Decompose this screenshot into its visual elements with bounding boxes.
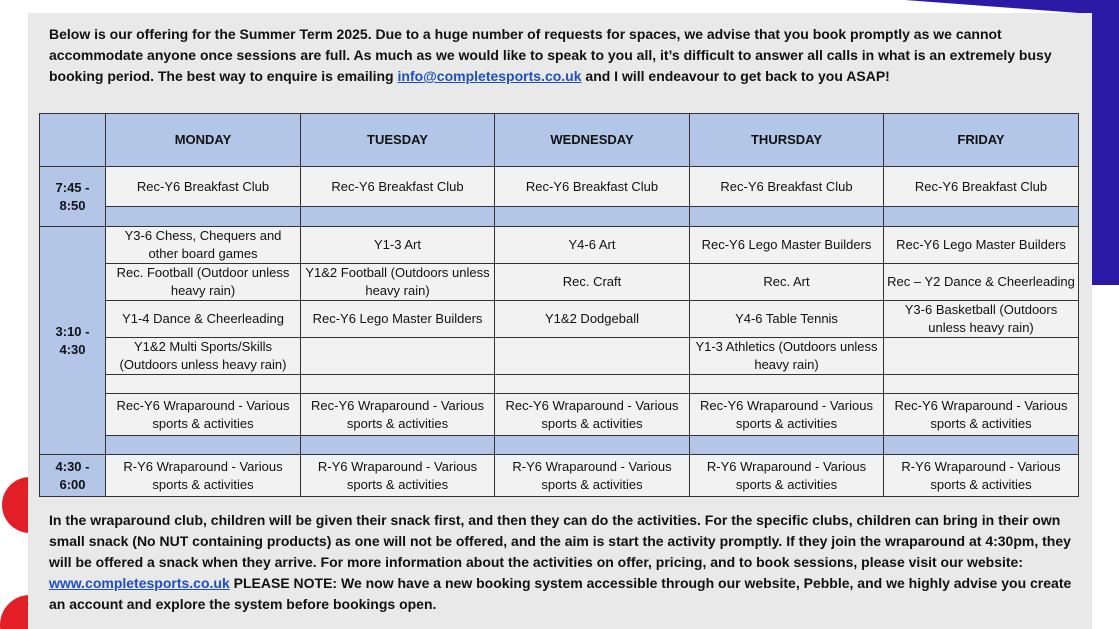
activity-cell: Rec-Y6 Breakfast Club xyxy=(495,167,690,207)
spacer-cell xyxy=(884,436,1079,455)
timetable-card xyxy=(28,13,1092,629)
spacer-cell xyxy=(690,207,884,227)
time-morning: 7:45 - 8:50 xyxy=(40,167,106,227)
activity-cell xyxy=(301,338,495,375)
activity-cell: Rec – Y2 Dance & Cheerleading xyxy=(884,264,1079,301)
email-link[interactable]: info@completesports.co.uk xyxy=(397,68,582,84)
spacer-row xyxy=(40,207,1079,227)
activity-cell: Y1&2 Football (Outdoors unless heavy rain) xyxy=(301,264,495,301)
activity-cell: Rec. Art xyxy=(690,264,884,301)
activity-cell: Y1-3 Art xyxy=(301,227,495,264)
blank-cell xyxy=(106,375,301,394)
activity-cell: Y3-6 Chess, Chequers and other board games xyxy=(106,227,301,264)
website-link[interactable]: www.completesports.co.uk xyxy=(49,575,230,591)
activity-cell: Rec-Y6 Lego Master Builders xyxy=(690,227,884,264)
activity-cell: Rec. Craft xyxy=(495,264,690,301)
spacer-cell xyxy=(884,207,1079,227)
activity-cell: Y4-6 Table Tennis xyxy=(690,301,884,338)
header-row xyxy=(40,114,1079,167)
activity-cell: R-Y6 Wraparound - Various sports & activities xyxy=(106,455,301,497)
activity-cell: Rec-Y6 Lego Master Builders xyxy=(301,301,495,338)
activity-cell: Rec-Y6 Wraparound - Various sports & activities xyxy=(884,394,1079,436)
activity-cell: R-Y6 Wraparound - Various sports & activities xyxy=(495,455,690,497)
activity-cell: Y1&2 Multi Sports/Skills (Outdoors unless heavy rain) xyxy=(106,338,301,375)
activity-cell: Y3-6 Basketball (Outdoors unless heavy rain) xyxy=(884,301,1079,338)
spacer-cell xyxy=(301,207,495,227)
afternoon-row xyxy=(40,338,1079,375)
activity-cell: Rec-Y6 Breakfast Club xyxy=(690,167,884,207)
spacer-cell xyxy=(301,436,495,455)
intro-text-end: and I will endeavour to get back to you ASAP! xyxy=(581,68,890,84)
time-afternoon: 3:10 - 4:30 xyxy=(40,227,106,455)
activity-cell: Y4-6 Art xyxy=(495,227,690,264)
day-header-wednesday: WEDNESDAY xyxy=(495,114,690,167)
spacer-cell xyxy=(106,207,301,227)
day-header-friday: FRIDAY xyxy=(884,114,1079,167)
blank-cell xyxy=(884,375,1079,394)
activity-cell: R-Y6 Wraparound - Various sports & activities xyxy=(301,455,495,497)
afternoon-row xyxy=(40,301,1079,338)
intro-text: Below is our offering for the Summer Term 2025. Due to a huge number of requests for spaces, we advise that you book promptly as we cannot accommodate anyone once sessions are full. As much as we would like to speak to you all, it’s difficult to answer all calls in what is an extremely busy booking period. The best way to enquire is emailing xyxy=(49,26,1052,84)
activity-cell xyxy=(495,338,690,375)
late-row xyxy=(40,455,1079,497)
breakfast-row xyxy=(40,167,1079,207)
intro-paragraph xyxy=(49,24,1069,87)
outro-paragraph xyxy=(49,510,1079,615)
blank-row xyxy=(40,375,1079,394)
corner-cell xyxy=(40,114,106,167)
day-header-thursday: THURSDAY xyxy=(690,114,884,167)
day-header-tuesday: TUESDAY xyxy=(301,114,495,167)
spacer-cell xyxy=(495,207,690,227)
spacer-cell xyxy=(495,436,690,455)
spacer-cell xyxy=(690,436,884,455)
spacer-cell xyxy=(106,436,301,455)
timetable-table xyxy=(39,113,1079,497)
activity-cell: Rec-Y6 Lego Master Builders xyxy=(884,227,1079,264)
activity-cell: Rec-Y6 Wraparound - Various sports & activities xyxy=(495,394,690,436)
spacer-row xyxy=(40,436,1079,455)
activity-cell: Y1-4 Dance & Cheerleading xyxy=(106,301,301,338)
activity-cell: Y1&2 Dodgeball xyxy=(495,301,690,338)
activity-cell: R-Y6 Wraparound - Various sports & activities xyxy=(884,455,1079,497)
blank-cell xyxy=(495,375,690,394)
activity-cell: Rec-Y6 Wraparound - Various sports & activities xyxy=(106,394,301,436)
blank-cell xyxy=(301,375,495,394)
activity-cell: Y1-3 Athletics (Outdoors unless heavy rain) xyxy=(690,338,884,375)
activity-cell: Rec-Y6 Breakfast Club xyxy=(884,167,1079,207)
activity-cell: Rec. Football (Outdoor unless heavy rain) xyxy=(106,264,301,301)
outro-text-end: PLEASE NOTE: We now have a new booking system accessible through our website, Pebble, and we highly advise you create an account and explore the system before bookings open. xyxy=(49,575,1072,612)
activity-cell: Rec-Y6 Breakfast Club xyxy=(106,167,301,207)
time-late: 4:30 - 6:00 xyxy=(40,455,106,497)
blank-cell xyxy=(690,375,884,394)
outro-text: In the wraparound club, children will be given their snack first, and then they can do the activities. For the specific clubs, children can bring in their own small snack (No NUT containing products) as one will not be offered, and the aim is start the activity promptly. If they join the wraparound at 4:30pm, they will be offered a snack when they arrive. For more information about the activities on offer, pricing, and to book sessions, please visit our website: xyxy=(49,512,1071,570)
activity-cell: Rec-Y6 Wraparound - Various sports & activities xyxy=(301,394,495,436)
afternoon-row xyxy=(40,227,1079,264)
activity-cell: Rec-Y6 Breakfast Club xyxy=(301,167,495,207)
activity-cell: Rec-Y6 Wraparound - Various sports & activities xyxy=(690,394,884,436)
activity-cell xyxy=(884,338,1079,375)
day-header-monday: MONDAY xyxy=(106,114,301,167)
activity-cell: R-Y6 Wraparound - Various sports & activities xyxy=(690,455,884,497)
afternoon-row xyxy=(40,264,1079,301)
wraparound-row xyxy=(40,394,1079,436)
